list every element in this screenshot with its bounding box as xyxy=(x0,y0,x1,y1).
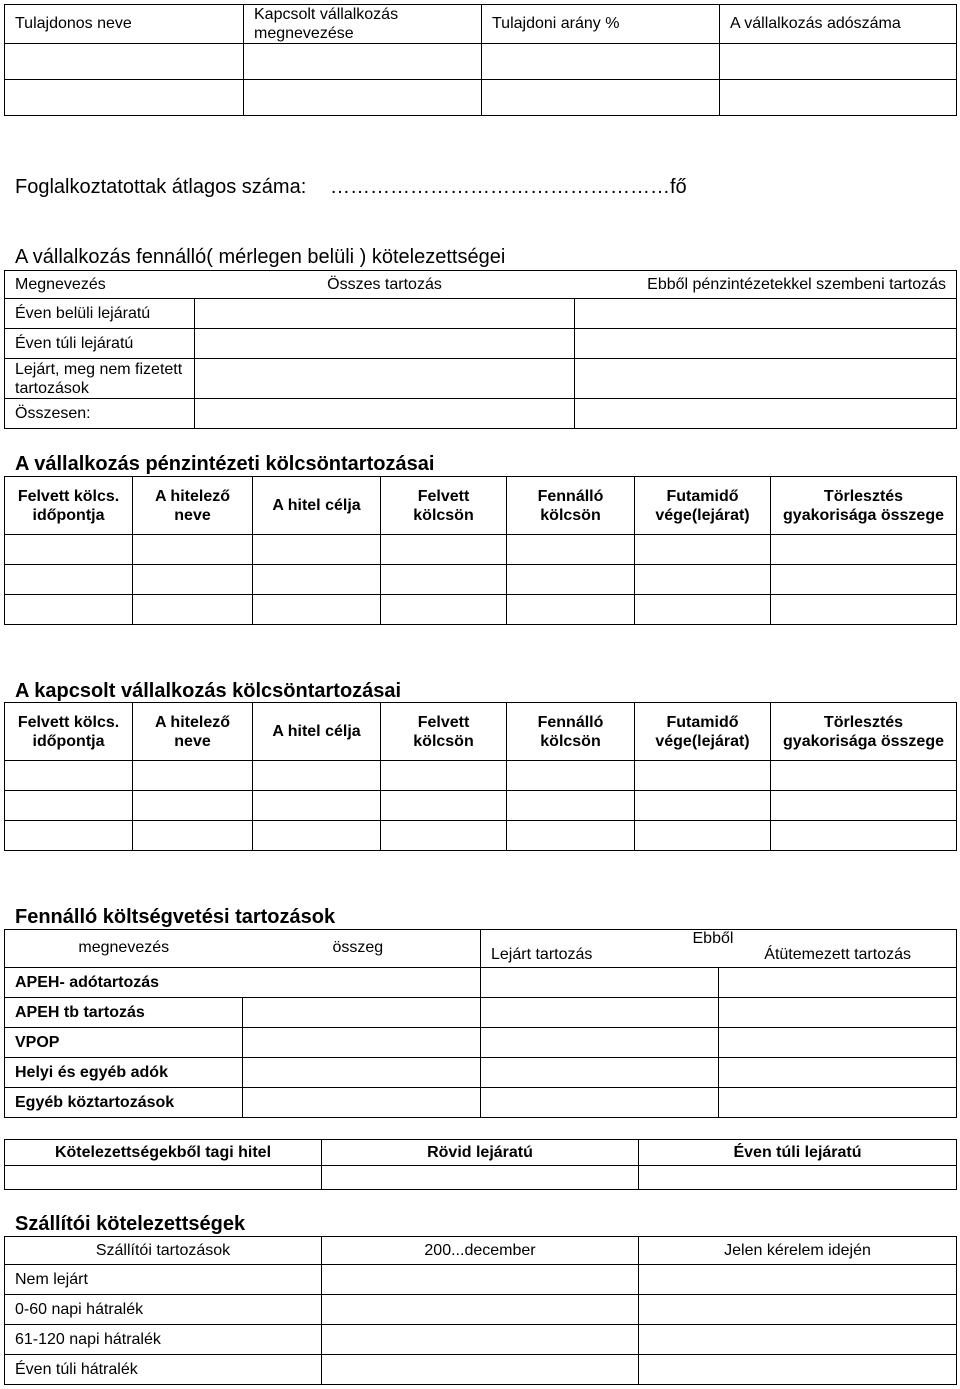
tax-number-header: A vállalkozás adószáma xyxy=(720,5,957,44)
related-loan-cell[interactable] xyxy=(507,821,635,851)
related-loan-cell[interactable] xyxy=(133,791,253,821)
loan-date-header: Felvett kölcs. időpontja xyxy=(5,477,133,535)
budget-cell[interactable] xyxy=(481,1088,719,1118)
long-term-header: Éven túli lejáratú xyxy=(639,1140,957,1166)
budget-of-which-label: Ebből xyxy=(692,930,734,947)
supplier-cell[interactable] xyxy=(322,1265,639,1295)
supplier-row-label: 0-60 napi hátralék xyxy=(5,1295,322,1325)
loan-cell[interactable] xyxy=(771,535,957,565)
related-loan-cell[interactable] xyxy=(635,761,771,791)
budget-cell[interactable] xyxy=(243,998,481,1028)
employees-label: Foglalkoztatottak átlagos száma: xyxy=(15,176,307,198)
related-lender-name-header: A hitelező neve xyxy=(133,703,253,761)
owners-cell[interactable] xyxy=(720,44,957,80)
budget-cell[interactable] xyxy=(719,998,957,1028)
obligations-cell[interactable] xyxy=(195,399,575,429)
budget-row-label: APEH tb tartozás xyxy=(5,998,243,1028)
loan-cell[interactable] xyxy=(381,595,507,625)
related-loan-cell[interactable] xyxy=(771,821,957,851)
related-loan-cell[interactable] xyxy=(5,821,133,851)
budget-cell[interactable] xyxy=(243,968,481,998)
loans-table xyxy=(4,476,957,625)
supplier-cell[interactable] xyxy=(639,1325,957,1355)
supplier-debts-header: Szállítói tartozások xyxy=(5,1237,322,1265)
budget-cell[interactable] xyxy=(481,1028,719,1058)
budget-title: Fennálló költségvetési tartozások xyxy=(15,906,336,928)
loan-cell[interactable] xyxy=(771,565,957,595)
loan-taken-header: Felvett kölcsön xyxy=(381,477,507,535)
loan-cell[interactable] xyxy=(381,535,507,565)
related-loan-cell[interactable] xyxy=(771,761,957,791)
related-loan-cell[interactable] xyxy=(133,821,253,851)
member-loan-cell[interactable] xyxy=(5,1166,322,1190)
owners-cell[interactable] xyxy=(244,80,482,116)
supplier-cell[interactable] xyxy=(322,1355,639,1385)
obligations-cell[interactable] xyxy=(195,299,575,329)
obligations-cell[interactable] xyxy=(195,359,575,399)
obligations-row-label: Éven túli lejáratú xyxy=(5,329,195,359)
loan-cell[interactable] xyxy=(635,595,771,625)
budget-overdue-header: Lejárt tartozás xyxy=(481,930,719,968)
budget-row-label: VPOP xyxy=(5,1028,243,1058)
obligations-cell[interactable] xyxy=(195,329,575,359)
budget-rescheduled-header xyxy=(692,930,957,968)
loan-cell[interactable] xyxy=(635,535,771,565)
budget-table xyxy=(4,929,957,1118)
supplier-row-label: Nem lejárt xyxy=(5,1265,322,1295)
budget-cell[interactable] xyxy=(719,1088,957,1118)
obligations-name-header: Megnevezés xyxy=(5,271,195,299)
related-company-header: Kapcsolt vállalkozás megnevezése xyxy=(244,5,482,44)
budget-cell[interactable] xyxy=(719,968,957,998)
related-loan-taken-header: Felvett kölcsön xyxy=(381,703,507,761)
supplier-cell[interactable] xyxy=(322,1325,639,1355)
related-loan-cell[interactable] xyxy=(771,791,957,821)
loan-cell[interactable] xyxy=(133,565,253,595)
owners-cell[interactable] xyxy=(5,44,244,80)
related-loan-outstanding-header: Fennálló kölcsön xyxy=(507,703,635,761)
budget-name-header: megnevezés xyxy=(5,930,243,968)
related-loan-cell[interactable] xyxy=(507,791,635,821)
loan-cell[interactable] xyxy=(5,565,133,595)
owners-cell[interactable] xyxy=(720,80,957,116)
obligations-total-header: Összes tartozás xyxy=(195,271,575,299)
budget-rescheduled-label: Átütemezett tartozás xyxy=(764,946,911,963)
related-loan-cell[interactable] xyxy=(381,761,507,791)
suppliers-title: Szállítói kötelezettségek xyxy=(15,1213,246,1235)
related-loan-maturity-header: Futamidő vége(lejárat) xyxy=(635,703,771,761)
supplier-cell[interactable] xyxy=(322,1295,639,1325)
loan-cell[interactable] xyxy=(771,595,957,625)
owners-cell[interactable] xyxy=(482,44,720,80)
supplier-row-label: Éven túli hátralék xyxy=(5,1355,322,1385)
owners-table xyxy=(4,4,957,116)
member-loan-cell[interactable] xyxy=(639,1166,957,1190)
loan-cell[interactable] xyxy=(5,535,133,565)
obligations-cell[interactable] xyxy=(575,299,957,329)
related-loan-purpose-header: A hitel célja xyxy=(253,703,381,761)
loan-cell[interactable] xyxy=(507,565,635,595)
related-loans-title: A kapcsolt vállalkozás kölcsöntartozásai xyxy=(15,680,402,702)
owners-cell[interactable] xyxy=(5,80,244,116)
loan-cell[interactable] xyxy=(253,535,381,565)
budget-cell[interactable] xyxy=(481,1058,719,1088)
obligations-row-label: Összesen: xyxy=(5,399,195,429)
loans-title: A vállalkozás pénzintézeti kölcsöntartozásai xyxy=(15,453,435,475)
member-loan-header: Kötelezettségekből tagi hitel xyxy=(5,1140,322,1166)
related-loan-cell[interactable] xyxy=(507,761,635,791)
related-loan-cell[interactable] xyxy=(381,791,507,821)
related-repayment-header: Törlesztés gyakorisága összege xyxy=(771,703,957,761)
related-loan-cell[interactable] xyxy=(253,821,381,851)
related-loan-cell[interactable] xyxy=(635,821,771,851)
loan-cell[interactable] xyxy=(507,595,635,625)
obligations-cell[interactable] xyxy=(575,329,957,359)
member-loan-cell[interactable] xyxy=(322,1166,639,1190)
obligations-cell[interactable] xyxy=(575,359,957,399)
loan-cell[interactable] xyxy=(381,565,507,595)
obligations-row-label: Éven belüli lejáratú xyxy=(5,299,195,329)
obligations-bank-header: Ebből pénzintézetekkel szembeni tartozás xyxy=(575,271,957,299)
december-header: 200...december xyxy=(322,1237,639,1265)
related-loan-cell[interactable] xyxy=(635,791,771,821)
loan-cell[interactable] xyxy=(253,565,381,595)
owners-cell[interactable] xyxy=(482,80,720,116)
suppliers-table xyxy=(4,1236,957,1385)
loan-cell[interactable] xyxy=(5,595,133,625)
loan-cell[interactable] xyxy=(133,595,253,625)
supplier-cell[interactable] xyxy=(639,1265,957,1295)
employees-dots: ……………………………………………fő xyxy=(330,176,687,198)
budget-cell[interactable] xyxy=(243,1028,481,1058)
obligations-cell[interactable] xyxy=(575,399,957,429)
budget-cell[interactable] xyxy=(243,1058,481,1088)
short-term-header: Rövid lejáratú xyxy=(322,1140,639,1166)
current-request-header: Jelen kérelem idején xyxy=(639,1237,957,1265)
budget-cell[interactable] xyxy=(243,1088,481,1118)
member-loan-table xyxy=(4,1139,957,1190)
budget-cell[interactable] xyxy=(481,998,719,1028)
owners-cell[interactable] xyxy=(244,44,482,80)
budget-amount-header xyxy=(243,930,481,968)
loan-cell[interactable] xyxy=(507,535,635,565)
related-loan-cell[interactable] xyxy=(5,791,133,821)
related-loan-cell[interactable] xyxy=(133,761,253,791)
related-loans-table xyxy=(4,702,957,851)
obligations-row-label: Lejárt, meg nem fizetett tartozások xyxy=(5,359,195,399)
loan-cell[interactable] xyxy=(635,565,771,595)
related-loan-date-header: Felvett kölcs. időpontja xyxy=(5,703,133,761)
budget-cell[interactable] xyxy=(719,1058,957,1088)
budget-row-label: Helyi és egyéb adók xyxy=(5,1058,243,1088)
budget-cell[interactable] xyxy=(481,968,719,998)
repayment-header: Törlesztés gyakorisága összege xyxy=(771,477,957,535)
owner-name-header: Tulajdonos neve xyxy=(5,5,244,44)
lender-name-header: A hitelező neve xyxy=(133,477,253,535)
supplier-cell[interactable] xyxy=(639,1295,957,1325)
obligations-table xyxy=(4,270,957,429)
loan-maturity-header: Futamidő vége(lejárat) xyxy=(635,477,771,535)
budget-row-label: APEH- adótartozás xyxy=(5,968,243,998)
related-loan-cell[interactable] xyxy=(381,821,507,851)
related-loan-cell[interactable] xyxy=(253,761,381,791)
supplier-cell[interactable] xyxy=(639,1355,957,1385)
ownership-share-header: Tulajdoni arány % xyxy=(482,5,720,44)
related-loan-cell[interactable] xyxy=(253,791,381,821)
loan-purpose-header: A hitel célja xyxy=(253,477,381,535)
loan-cell[interactable] xyxy=(133,535,253,565)
loan-outstanding-header: Fennálló kölcsön xyxy=(507,477,635,535)
budget-cell[interactable] xyxy=(719,1028,957,1058)
budget-row-label: Egyéb köztartozások xyxy=(5,1088,243,1118)
loan-cell[interactable] xyxy=(253,595,381,625)
related-loan-cell[interactable] xyxy=(5,761,133,791)
budget-amount-label: összeg xyxy=(332,939,384,956)
supplier-row-label: 61-120 napi hátralék xyxy=(5,1325,322,1355)
obligations-title: A vállalkozás fennálló( mérlegen belüli ) kötelezettségei xyxy=(15,246,506,268)
